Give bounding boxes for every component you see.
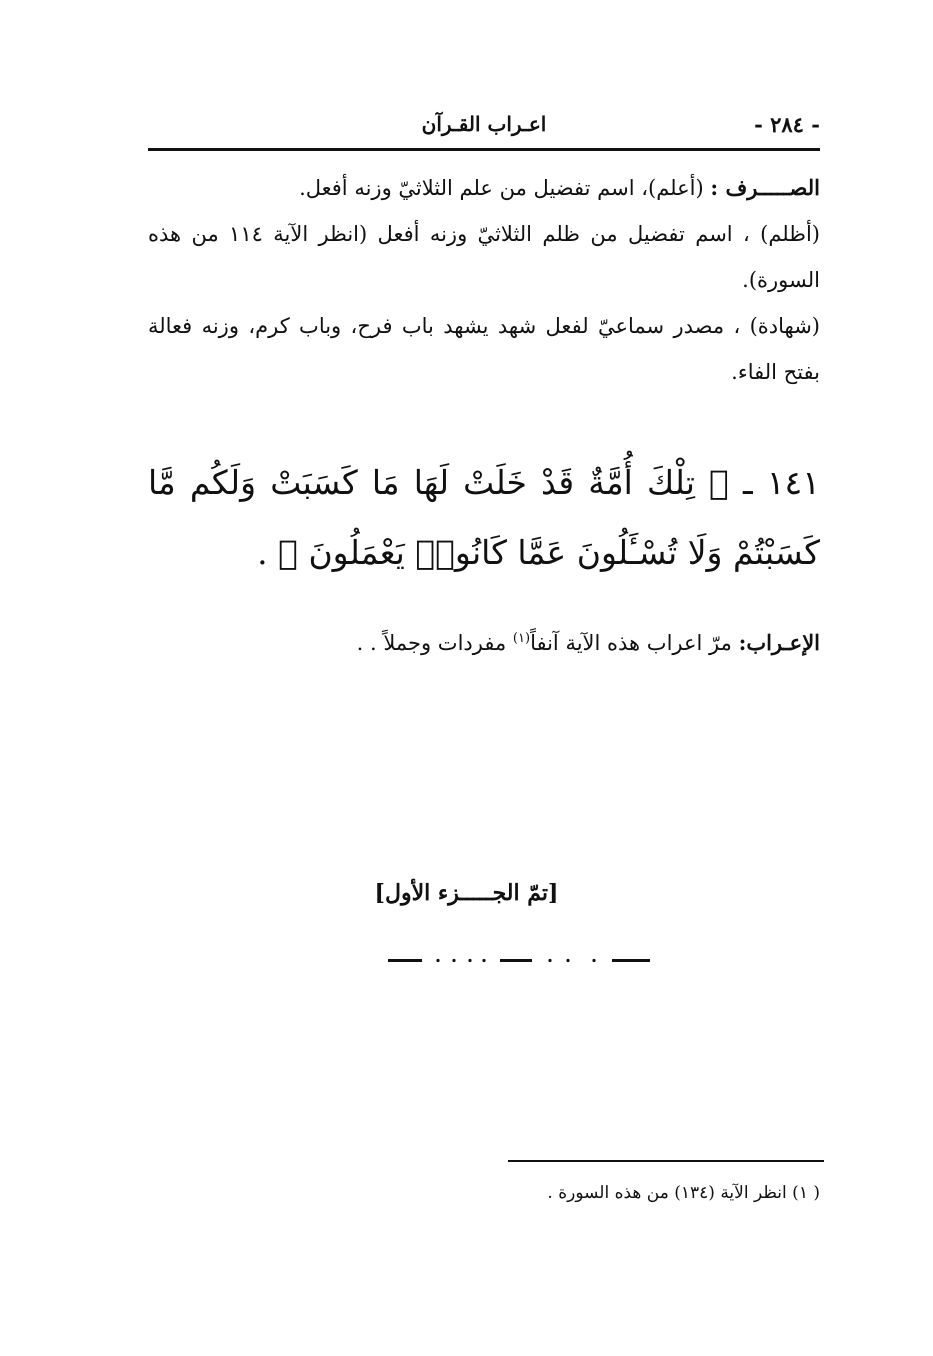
- sarf-section: [148, 165, 820, 395]
- page-header: [148, 112, 820, 146]
- verse-number: ١٤١ ـ: [743, 463, 820, 502]
- irab-label: الإعـراب:: [738, 630, 820, 655]
- sarf-label: الصـــــرف :: [710, 175, 820, 200]
- page-number: - ٢٨٤ -: [754, 112, 820, 137]
- sarf-text-1: (أعلم)، اسم تفضيل من علم الثلاثيّ وزنه أفعل.: [299, 176, 704, 200]
- sarf-line-3: (شهادة) ، مصدر سماعيّ لفعل شهد يشهد باب فرح، وباب كرم، وزنه فعالة بفتح الفاء.: [148, 314, 820, 384]
- irab-text: مرّ اعراب هذه الآية آنفاً: [530, 631, 732, 655]
- footnote-rule: [508, 1160, 824, 1162]
- quran-verse: [148, 448, 820, 588]
- ornament-divider: [380, 948, 655, 972]
- irab-section: [148, 620, 820, 666]
- sarf-line-1: [148, 165, 820, 211]
- running-title: اعـراب القـرآن: [421, 112, 547, 136]
- irab-text-end: مفردات وجملاً . .: [356, 631, 507, 655]
- footnote: ( ١) انظر الآية (١٣٤) من هذه السورة .: [547, 1183, 820, 1203]
- part-end-heading: [تمّ الجـــــزء الأول]: [374, 880, 559, 906]
- verse-text: ﴿ تِلْكَ أُمَّةٌ قَدْ خَلَتْ لَهَا مَا كَسَبَتْ وَلَكُم مَّا كَسَبْتُمْ وَلَا تُسْـَٔلُونَ عَمَّا كَانُوا۟ يَعْمَلُونَ ﴾ .: [148, 463, 820, 572]
- header-rule: [148, 148, 820, 151]
- sarf-line-2: (أظلم) ، اسم تفضيل من ظلم الثلاثيّ وزنه أفعل (انظر الآية ١١٤ من هذه السورة).: [148, 222, 820, 292]
- footnote-marker: (١): [512, 631, 531, 646]
